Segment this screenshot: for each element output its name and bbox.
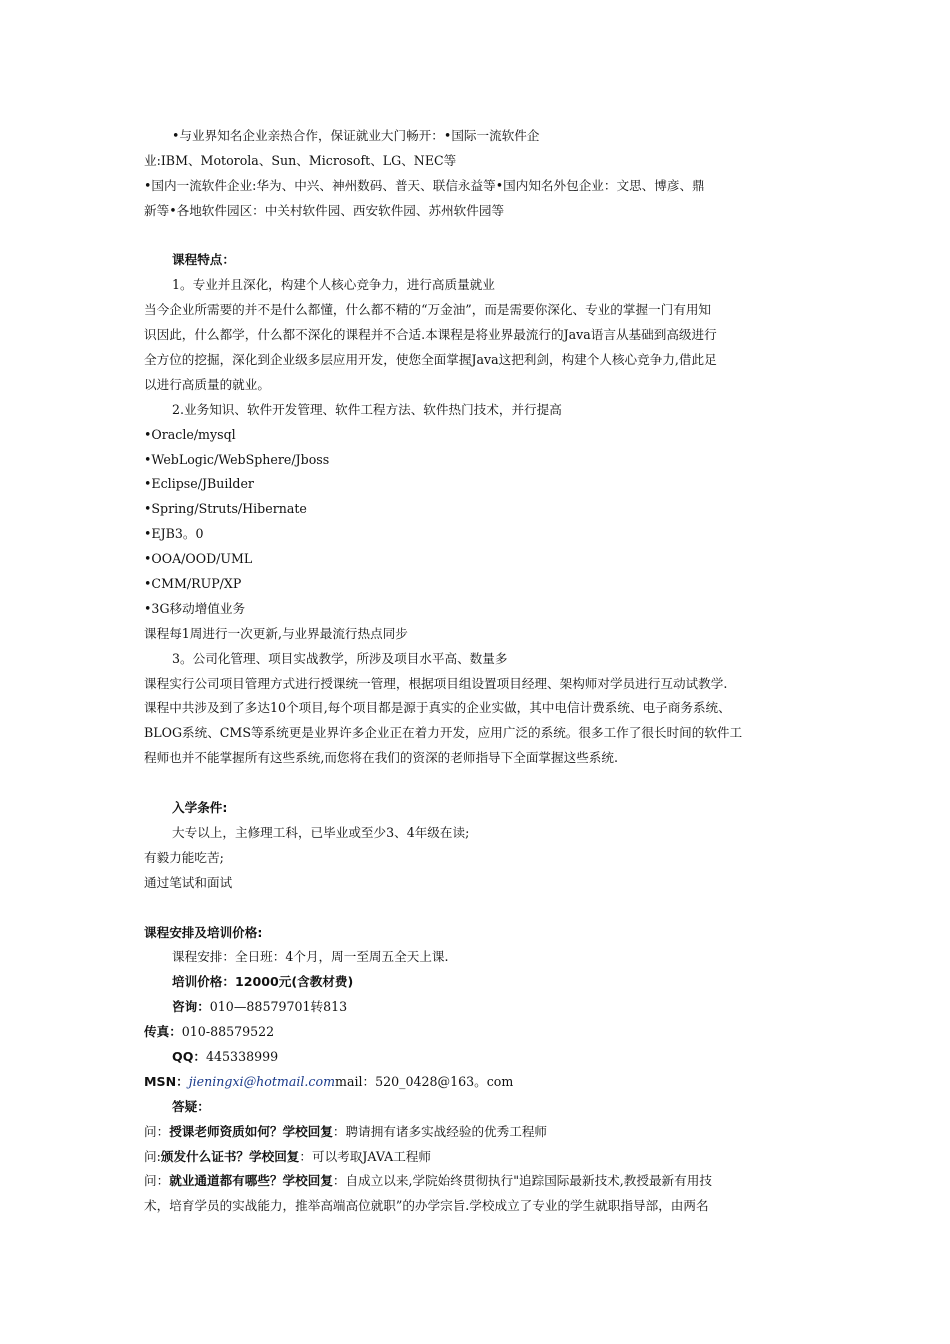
fax-line — [144, 1020, 816, 1045]
admission-line-2: 有毅力能吃苦; — [144, 849, 224, 865]
answer-1: ：聘请拥有诸多实战经验的优秀工程师 — [332, 1123, 547, 1139]
feature-3-line: 程师也并不能掌握所有这些系统,而您将在我们的资深的老师指导下全面掌握这些系统. — [144, 750, 618, 766]
feature-3-line: 课程中共涉及到了多达10个项目,每个项目都是源于真实的企业实做，其中电信计费系统、电子商务系统、 — [144, 700, 731, 716]
qq-value: 445338999 — [206, 1048, 279, 1064]
answer-3: ：自成立以来,学院始终贯彻执行"追踪国际最新技术,教授最新有用技 — [332, 1173, 712, 1189]
question-prefix: 问： — [144, 1123, 170, 1139]
feature-1-line: 识因此，什么都学，什么都不深化的课程并不合适.本课程是将业界最流行的Java语言从基础到高级进行 — [144, 327, 717, 343]
feature-2-title: 2.业务知识、软件开发管理、软件工程方法、软件热门技术，并行提高 — [172, 401, 562, 417]
feature-3-title: 3。公司化管理、项目实战教学，所涉及项目水平高、数量多 — [172, 650, 508, 666]
mail-value: mail：520_0428@163。com — [335, 1073, 514, 1089]
msn-label: MSN： — [144, 1073, 189, 1089]
question-prefix: 问: — [144, 1148, 161, 1164]
spacer — [144, 771, 816, 796]
consult-value: 010—88579701转813 — [209, 999, 348, 1015]
consult-label: 咨询： — [172, 999, 210, 1015]
feature-1-line: 全方位的挖掘，深化到企业级多层应用开发，使您全面掌握Java这把利剑，构建个人核心竞争力,借此足 — [144, 352, 717, 368]
faq-item-3 — [144, 1169, 816, 1194]
msn-email-link[interactable]: jieningxi@hotmail.com — [188, 1073, 336, 1089]
tech-list-item: •WebLogic/WebSphere/Jboss — [144, 451, 330, 467]
feature-2-note: 课程每1周进行一次更新,与业界最流行热点同步 — [144, 625, 408, 641]
faq-item-2 — [144, 1145, 816, 1170]
answer-3-continued: 术，培育学员的实战能力，推举高端高位就职”的办学宗旨.学校成立了专业的学生就职指导部，由两名 — [144, 1198, 709, 1214]
admission-heading: 入学条件: — [172, 800, 228, 816]
feature-1-line: 以进行高质量的就业。 — [144, 376, 270, 392]
feature-3-line: 课程实行公司项目管理方式进行授课统一管理，根据项目组设置项目经理、架构师对学员进行互动试教学. — [144, 675, 728, 691]
tech-list-item: •CMM/RUP/XP — [144, 576, 242, 592]
question-3: 就业通道都有哪些？学校回复 — [169, 1173, 333, 1189]
fax-label: 传真： — [144, 1024, 182, 1040]
spacer — [144, 896, 816, 921]
features-heading: 课程特点： — [172, 252, 235, 268]
partners-line-4: 新等•各地软件园区：中关村软件园、西安软件园、苏州软件园等 — [144, 202, 505, 218]
answer-2: ：可以考取JAVA工程师 — [299, 1148, 431, 1164]
tech-list-item: •OOA/OOD/UML — [144, 551, 253, 567]
tech-list-item: •Spring/Struts/Hibernate — [144, 501, 307, 517]
feature-1-title: 1。专业并且深化，构建个人核心竞争力，进行高质量就业 — [172, 277, 495, 293]
tech-list-item: •Oracle/mysql — [144, 426, 236, 442]
qq-line — [144, 1045, 816, 1070]
partners-line-3: •国内一流软件企业:华为、中兴、神州数码、普天、联信永益等•国内知名外包企业：文思、博彦、鼎 — [144, 177, 705, 193]
document-body — [144, 124, 816, 1219]
question-1: 授课老师资质如何？学校回复 — [169, 1123, 333, 1139]
schedule-price: 培训价格：12000元(含教材费) — [172, 974, 354, 990]
feature-1-line: 当今企业所需要的并不是什么都懂，什么都不精的“万金油”，而是需要你深化、专业的掌握一门有用知 — [144, 302, 712, 318]
question-prefix: 问： — [144, 1173, 170, 1189]
partners-line-2: 业:IBM、Motorola、Sun、Microsoft、LG、NEC等 — [144, 152, 457, 168]
spacer — [144, 224, 816, 249]
consult-line — [144, 995, 816, 1020]
faq-item-1 — [144, 1120, 816, 1145]
schedule-arrangement: 课程安排：全日班：4个月，周一至周五全天上课. — [172, 949, 449, 965]
admission-line-3: 通过笔试和面试 — [144, 874, 233, 890]
schedule-heading: 课程安排及培训价格: — [144, 924, 263, 940]
fax-value: 010-88579522 — [181, 1024, 275, 1040]
question-2: 颁发什么证书？学校回复 — [160, 1148, 300, 1164]
tech-list-item: •Eclipse/JBuilder — [144, 476, 254, 492]
msn-line — [144, 1070, 816, 1095]
feature-3-line: BLOG系统、CMS等系统更是业界许多企业正在着力开发，应用广泛的系统。很多工作了很长时间的软件工 — [144, 725, 743, 741]
faq-heading: 答疑： — [172, 1098, 210, 1114]
partners-line-1: •与业界知名企业亲热合作，保证就业大门畅开：•国际一流软件企 — [172, 128, 540, 143]
tech-list-item: •EJB3。0 — [144, 526, 204, 542]
qq-label: QQ： — [172, 1048, 207, 1064]
tech-list-item: •3G移动增值业务 — [144, 600, 246, 616]
admission-line-1: 大专以上，主修理工科，已毕业或至少3、4年级在读; — [172, 824, 470, 840]
